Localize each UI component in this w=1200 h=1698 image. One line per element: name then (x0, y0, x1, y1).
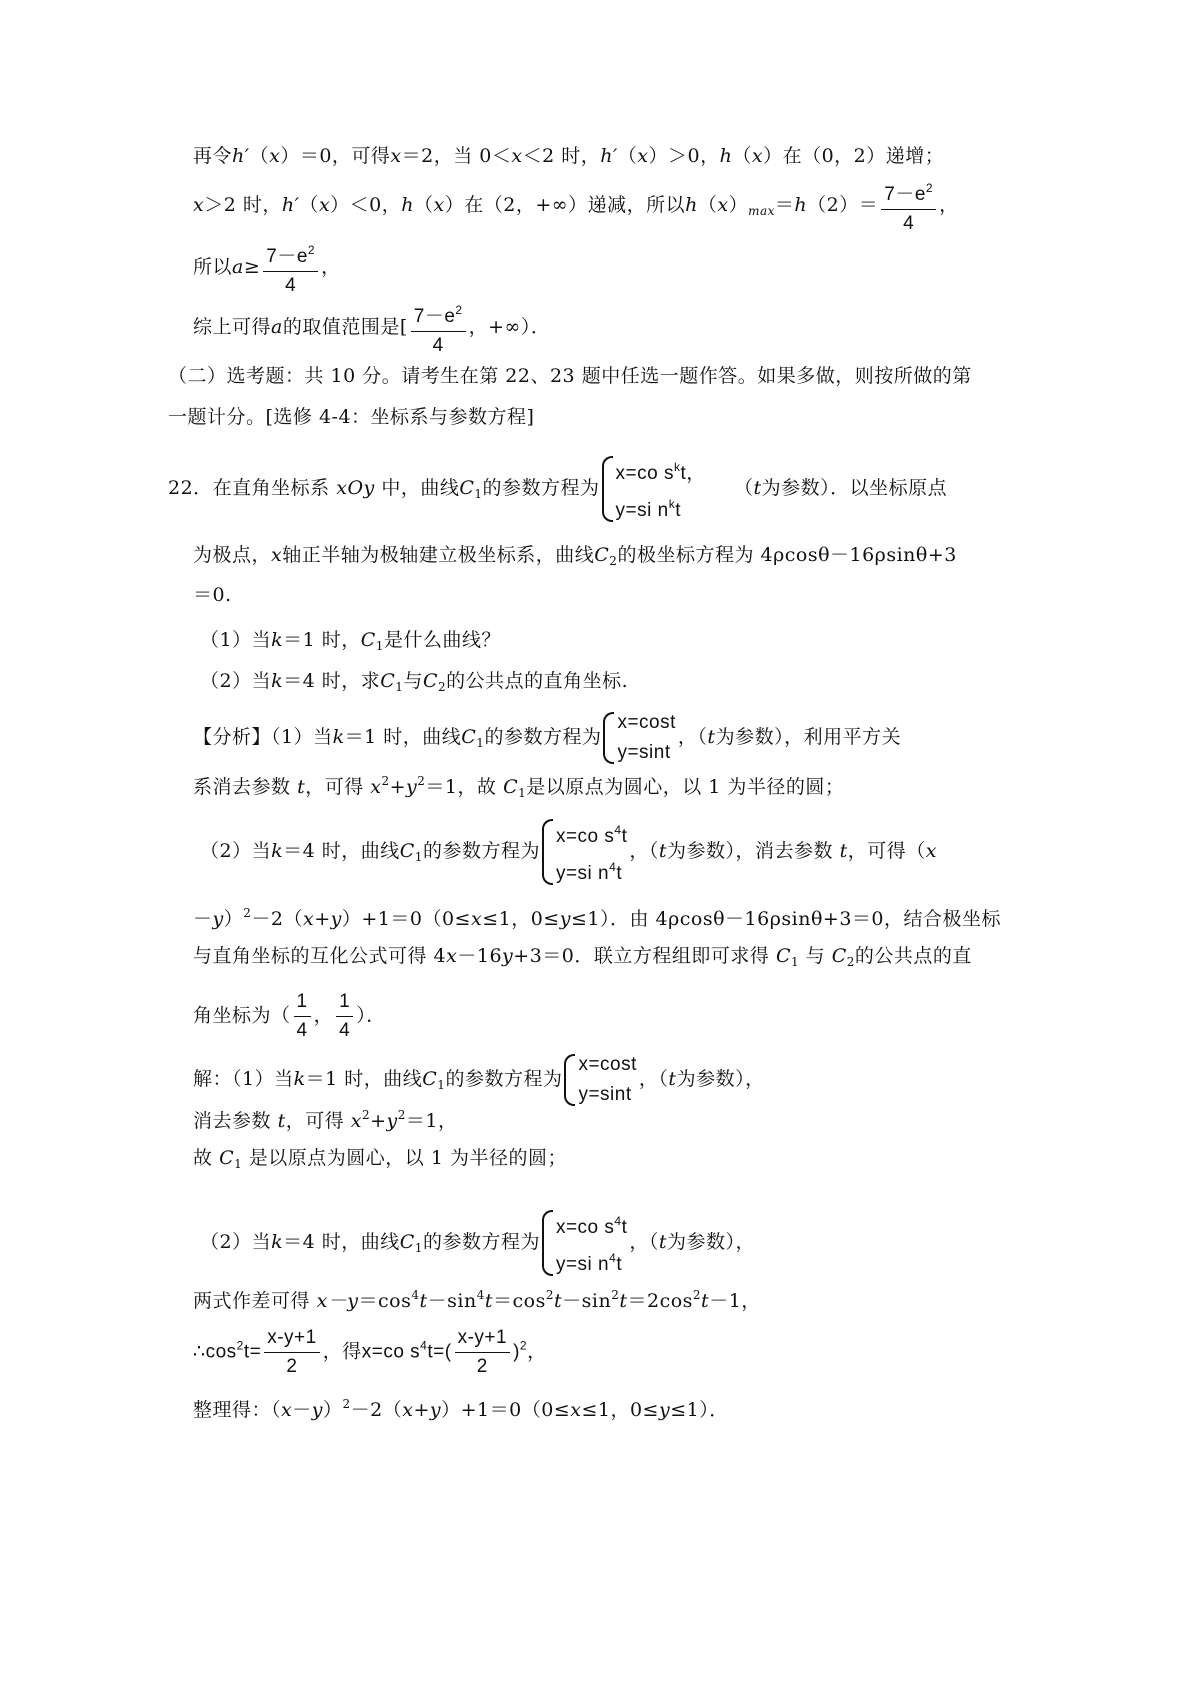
analysis-line: 与直角坐标的互化公式可得 4x－16y+3＝0．联立方程组即可求得 $C_1$ 与 $C_2$的公共点的直 (193, 945, 972, 969)
sub-question: （1）当k＝1 时，$C_1$是什么曲线？ (200, 629, 501, 653)
solution-line: 整理得：$(x-y)^2-2(x+y)+1=0(0\le x\le 1$，0≤y≤1）． (193, 1397, 729, 1421)
solution-line: 消去参数 t，可得 $x^2+y^2=1$， (193, 1108, 458, 1132)
sub-question: （2）当k＝4 时，求$C_1$与$C_2$的公共点的直角坐标. (200, 670, 629, 694)
analysis-line: 角坐标为（ $\frac{1}{4}$ ， $\frac{1}{4}$ ）． (193, 991, 386, 1041)
text-line: 所以a≥ $\frac{7-e^2}{4}$ ， (193, 238, 341, 298)
solution-line: 两式作差可得 $x-y=\cos^4t-\sin^4t=\cos^2t-\sin^2t=2\cos^2t-1$， (193, 1288, 761, 1312)
solution-line: $\therefore\cos^2t=$ $\frac{x-y+1}{2}$ ，得x=co $s^4t=$( $\frac{x-y+1}{2}$ )$^2$， (193, 1327, 547, 1377)
equation-system: x=co $s^kt$， y=si $n^kt$ (602, 452, 706, 526)
fraction: $\frac{7-e^2}{4}$ (881, 176, 936, 236)
analysis-line: 系消去参数 t，可得 $x^2+y^2=1$，故 $C_1$是以原点为圆心，以 1 为半径的圆； (193, 774, 845, 800)
fraction: $\frac{7-e^2}{4}$ (263, 238, 318, 298)
solution-line: 故 $C_1$ 是以原点为圆心，以 1 为半径的圆； (193, 1147, 567, 1171)
text-line: 为极点，x轴正半轴为极轴建立极坐标系，曲线$C_2$的极坐标方程为 4ρcosθ－16ρsinθ+3 (193, 544, 957, 568)
text-line: 再令h′（x）＝0，可得x＝2，当 0＜x＜2 时，h′（x）＞0，h（x）在（0，2）递增； (193, 145, 945, 167)
text-line: ＝0. (193, 584, 232, 606)
equation-system: x=co $s^4t$ y=si $n^4t$ (542, 815, 627, 889)
solution-line: （2）当k＝4 时，曲线$C_1$的参数方程为 x=co $s^4t$ y=si $n^4t$ ，（t为参数）， (200, 1206, 755, 1280)
equation-system: x=cost y=sint (564, 1050, 636, 1110)
fraction: $\frac{1}{4}$ (294, 990, 311, 1043)
fraction: $\frac{7-e^2}{4}$ (411, 298, 466, 358)
section-heading: 一题计分。[选修 4-4：坐标系与参数方程] (168, 406, 535, 428)
equation-system: x=co $s^4t$ y=si $n^4t$ (542, 1206, 627, 1280)
section-heading: （二）选考题：共 10 分。请考生在第 22、23 题中任选一题作答。如果多做，则按所做的第 (168, 365, 972, 387)
equation-system: x=cost y=sint (603, 708, 675, 768)
analysis-line: 【分析】（1）当k＝1 时，曲线$C_1$的参数方程为 x=cost y=sint ，（t为参数），利用平方关 (193, 708, 901, 768)
text-line: 综上可得a的取值范围是[ $\frac{7-e^2}{4}$ ，+∞）． (193, 298, 550, 358)
fraction: $\frac{x-y+1}{2}$ (264, 1326, 320, 1379)
question-title: 22．在直角坐标系 xOy 中，曲线$C_1$的参数方程为 x=co $s^kt$， y=si $n^kt$ （t为参数）．以坐标原点 (168, 452, 947, 526)
fraction: $\frac{1}{4}$ (336, 990, 353, 1043)
fraction: $\frac{x-y+1}{2}$ (455, 1326, 511, 1379)
solution-line: 解：（1）当k＝1 时，曲线$C_1$的参数方程为 x=cost y=sint ，（t为参数）， (193, 1050, 765, 1110)
text-line: x＞2 时，h′（x）＜0，h（x）在（2，+∞）递减，所以$h(x)_{max}=h(2)=$ $\frac{7-e^2}{4}$ ， (193, 176, 959, 236)
analysis-line: （2）当k＝4 时，曲线$C_1$的参数方程为 x=co $s^4t$ y=si $n^4t$ ，（t为参数），消去参数 t，可得（x (200, 815, 937, 889)
analysis-line: －y）$^2$－2（x+y）+1＝0（0≤x≤1，0≤y≤1）．由 4ρcosθ－16ρsinθ+3＝0，结合极坐标 (193, 906, 1001, 930)
